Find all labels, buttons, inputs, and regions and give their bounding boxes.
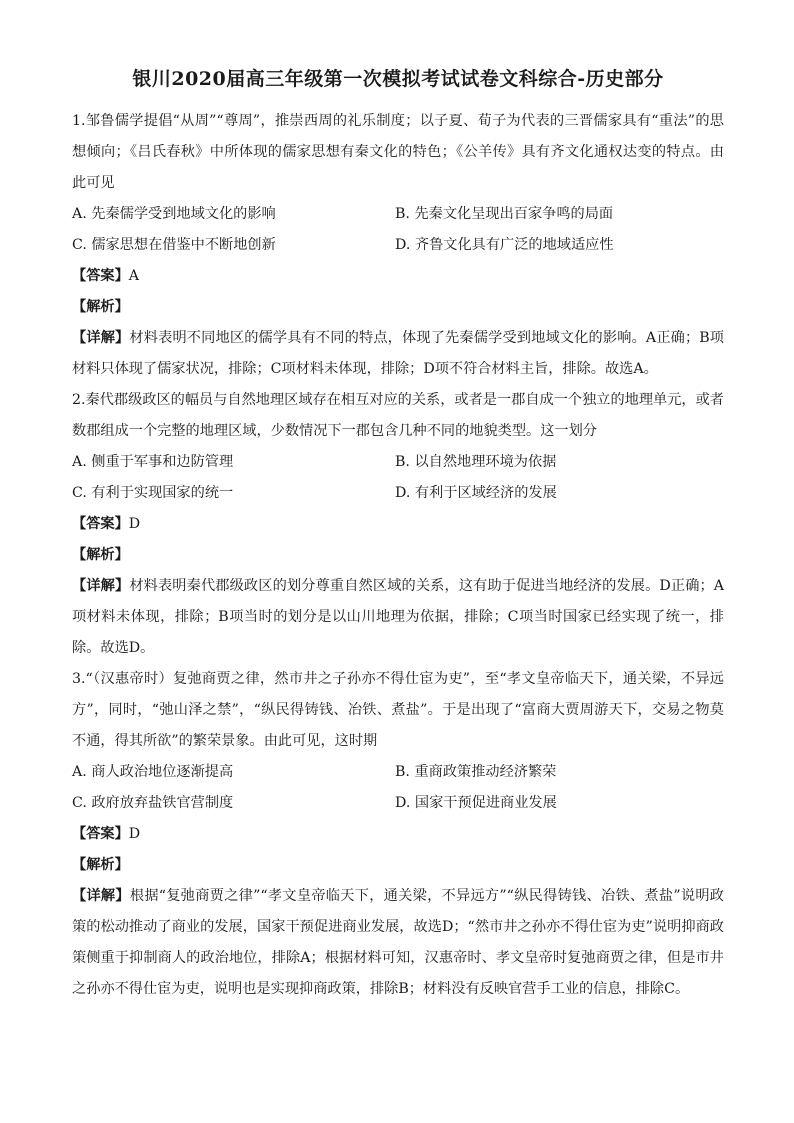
question-stem: 2.秦代郡级政区的幅员与自然地理区域存在相互对应的关系，或者是一郡自成一个独立的地理单元，或者数郡组成一个完整的地理区域，少数情况下一郡包含几种不同的地貌类型。这一划分 bbox=[72, 392, 724, 439]
option-d: D. 齐鲁文化具有广泛的地域适应性 bbox=[395, 237, 614, 253]
detail-paragraph bbox=[72, 571, 724, 664]
question-stem: 1.邹鲁儒学提倡“从周”“尊周”，推崇西周的礼乐制度；以子夏、荀子为代表的三晋儒家具有“重法”的思想倾向；《吕氏春秋》中所体现的儒家思想有秦文化的特色；《公羊传》具有齐文化通权达变的特点。由此可见 bbox=[72, 113, 724, 191]
answer-value: D bbox=[128, 516, 141, 532]
question-1 bbox=[72, 106, 724, 385]
detail-label: 【详解】 bbox=[72, 330, 130, 346]
options-grid bbox=[72, 447, 724, 509]
detail-text: 材料表明秦代郡级政区的划分尊重自然区域的关系，这有助于促进当地经济的发展。D正确；A项材料未体现，排除；B项当时的划分是以山川地理为依据，排除；C项当时国家已经实现了统一，排除。故选D。 bbox=[72, 578, 724, 656]
option-b: B. 重商政策推动经济繁荣 bbox=[395, 764, 557, 780]
answer-label: 【答案】 bbox=[72, 268, 129, 284]
answer-value: D bbox=[128, 826, 141, 842]
analysis-label: 【解析】 bbox=[72, 857, 129, 873]
answer-line bbox=[72, 509, 724, 540]
document-page bbox=[72, 66, 724, 1005]
option-a: A. 侧重于军事和边防管理 bbox=[72, 454, 234, 470]
analysis-line bbox=[72, 292, 724, 323]
answer-line bbox=[72, 261, 724, 292]
analysis-line bbox=[72, 850, 724, 881]
question-stem: 3.“（汉惠帝时）复弛商贾之律，然市井之子孙亦不得仕宦为吏”，至“孝文皇帝临天下，通关梁，不异远方”，同时，“弛山泽之禁”，“纵民得铸钱、冶铁、煮盐”。于是出现了“富商大贾周游天下，交易之物莫不通，得其所欲”的繁荣景象。由此可见，这时期 bbox=[72, 671, 724, 749]
option-a: A. 商人政治地位逐渐提高 bbox=[72, 764, 234, 780]
question-2 bbox=[72, 385, 724, 664]
option-d: D. 有利于区域经济的发展 bbox=[395, 485, 557, 501]
option-b: B. 以自然地理环境为依据 bbox=[395, 454, 557, 470]
answer-label: 【答案】 bbox=[72, 826, 129, 842]
page-title: 银川2020届高三年级第一次模拟考试试卷文科综合-历史部分 bbox=[132, 68, 664, 90]
option-a: A. 先秦儒学受到地域文化的影响 bbox=[72, 206, 276, 222]
answer-line bbox=[72, 819, 724, 850]
analysis-label: 【解析】 bbox=[72, 547, 129, 563]
analysis-line bbox=[72, 540, 724, 571]
options-grid bbox=[72, 757, 724, 819]
detail-paragraph bbox=[72, 323, 724, 385]
detail-label: 【详解】 bbox=[72, 888, 130, 904]
option-b: B. 先秦文化呈现出百家争鸣的局面 bbox=[395, 206, 614, 222]
options-grid bbox=[72, 199, 724, 261]
answer-label: 【答案】 bbox=[72, 516, 129, 532]
detail-text: 材料表明不同地区的儒学具有不同的特点，体现了先秦儒学受到地域文化的影响。A正确；B项材料只体现了儒家状况，排除；C项材料未体现，排除；D项不符合材料主旨，排除。故选A。 bbox=[72, 330, 724, 377]
answer-value: A bbox=[128, 268, 140, 284]
question-3 bbox=[72, 664, 724, 1005]
detail-text: 根据“复弛商贾之律”“孝文皇帝临天下，通关梁，不异远方”“纵民得铸钱、冶铁、煮盐”说明政策的松动推动了商业的发展，国家干预促进商业发展，故选D；“然市井之孙亦不得仕宦为吏”说明抑商政策侧重于抑制商人的政治地位，排除A；根据材料可知，汉惠帝时、孝文皇帝时复弛商贾之律，但是市井之孙亦不得仕宦为吏，说明也是实现抑商政策，排除B；材料没有反映官营手工业的信息，排除C。 bbox=[72, 888, 724, 997]
option-c: C. 有利于实现国家的统一 bbox=[72, 485, 234, 501]
analysis-label: 【解析】 bbox=[72, 299, 129, 315]
option-c: C. 政府放弃盐铁官营制度 bbox=[72, 795, 234, 811]
option-c: C. 儒家思想在借鉴中不断地创新 bbox=[72, 237, 276, 253]
detail-paragraph bbox=[72, 881, 724, 1005]
detail-label: 【详解】 bbox=[72, 578, 130, 594]
option-d: D. 国家干预促进商业发展 bbox=[395, 795, 557, 811]
